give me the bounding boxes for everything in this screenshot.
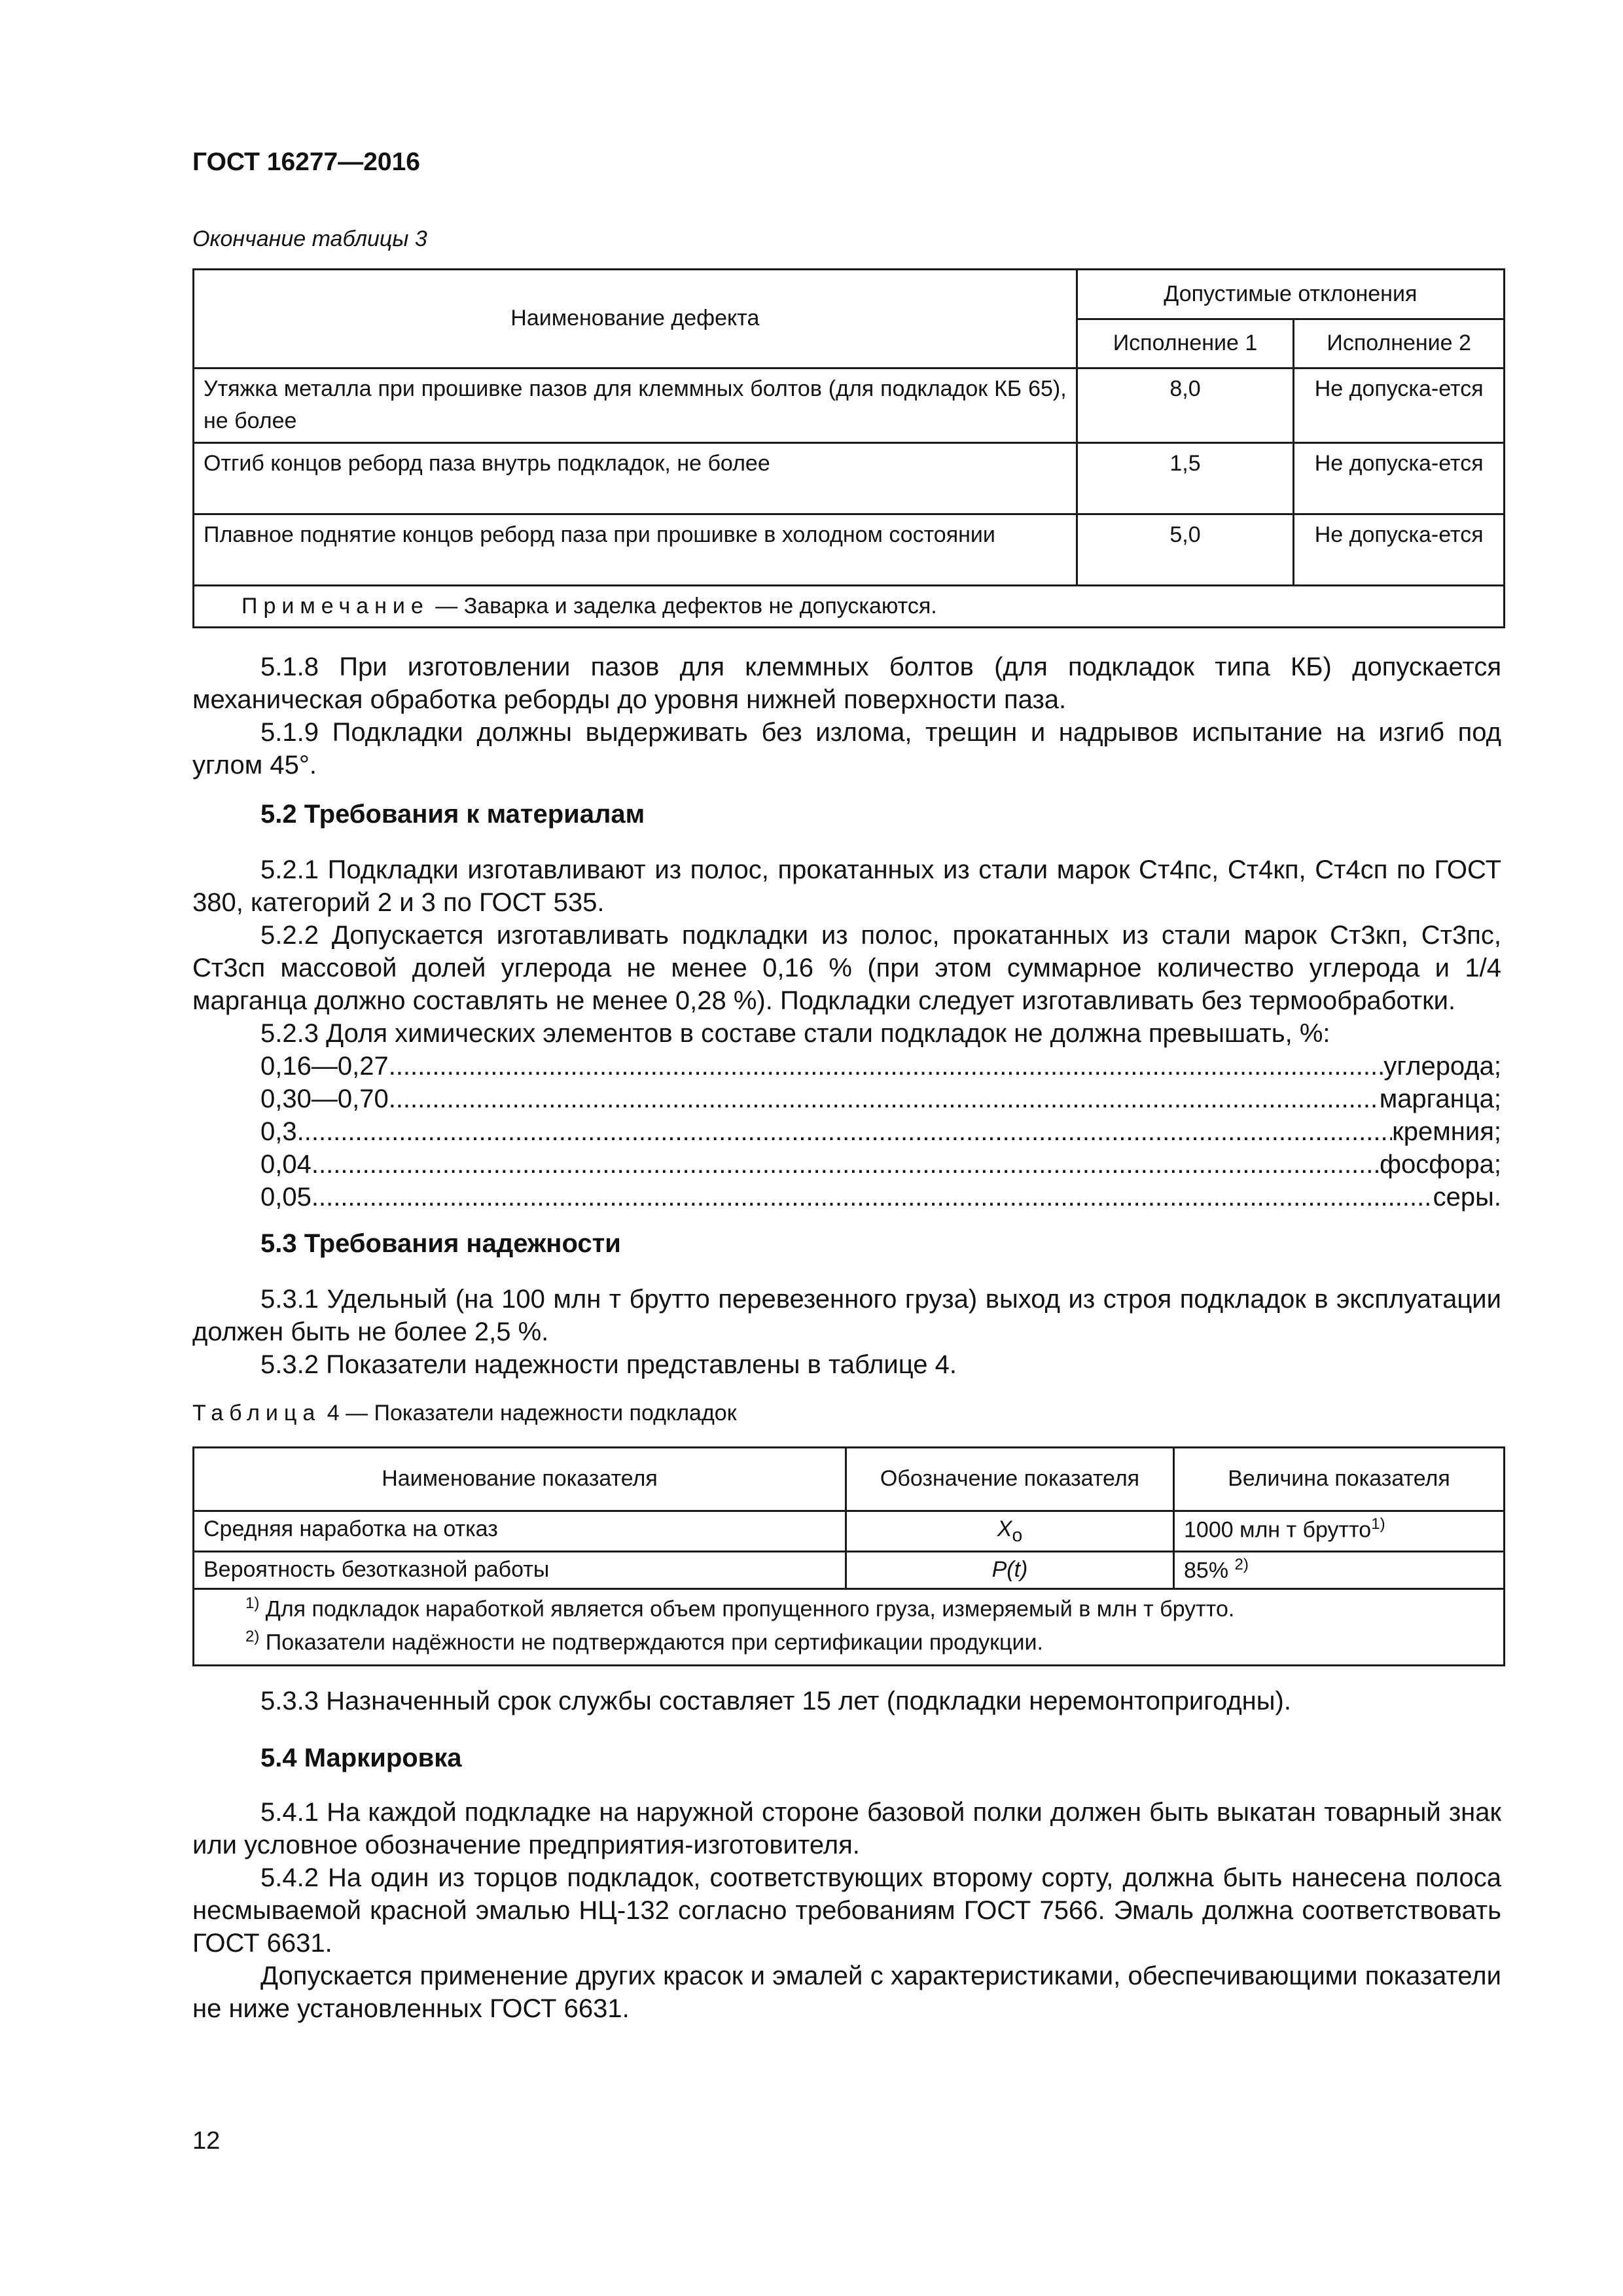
chem-row: 0,3 ..... кремния;	[260, 1115, 1501, 1148]
document-header: ГОСТ 16277—2016	[192, 148, 420, 176]
table-row	[194, 1511, 1505, 1552]
table4-cell-name: Вероятность безотказной работы	[194, 1551, 846, 1589]
table-row	[194, 442, 1505, 514]
paragraph-5-4-2: 5.4.2 На один из торцов подкладок, соответствующих второму сорту, должна быть нанесена полоса несмываемой красной эмалью НЦ-132 согласно требованиям ГОСТ 7566. Эмаль должна соответствовать ГОСТ 6631.	[192, 1863, 1501, 1958]
footnote-2: $^{2)}$ Показатели надёжности не подтверждаются при сертификации продукции.	[245, 1628, 1043, 1655]
table3-note	[194, 585, 1505, 627]
paragraph-permission: Допускается применение других красок и эмалей с характеристиками, обеспечивающими показатели не ниже установленных ГОСТ 6631.	[192, 1962, 1501, 2023]
paragraph-5-3-1: 5.3.1 Удельный (на 100 млн т брутто перевезенного груза) выход из строя подкладок в эксплуатации должен быть не более 2,5 %.	[192, 1285, 1501, 1346]
footnote-1: $^{1)}$ Для подкладок наработкой является объем пропущенного груза, измеряемый в млн т брутто.	[245, 1594, 1235, 1622]
page-number: 12	[192, 2127, 221, 2155]
table4-cell-symbol: $X_о$	[846, 1511, 1174, 1552]
table3-header-name: Наименование дефекта	[194, 270, 1077, 368]
table3-caption: Окончание таблицы 3	[192, 226, 427, 251]
paragraph-5-3-2: 5.3.2 Показатели надежности представлены в таблице 4.	[260, 1350, 957, 1379]
table4-header-value: Величина показателя	[1174, 1448, 1505, 1511]
chem-row: 0,05 ..... серы.	[260, 1181, 1501, 1213]
table3-header-v2: Исполнение 2	[1294, 319, 1505, 368]
table3-cell-v1: 5,0	[1077, 514, 1294, 585]
section-heading-5-2: 5.2 Требования к материалам	[260, 800, 645, 829]
table-3	[192, 268, 1505, 628]
table4-cell-name: Средняя наработка на отказ	[194, 1511, 846, 1552]
table4-footnotes	[194, 1589, 1505, 1665]
paragraph-5-1-8: 5.1.8 При изготовлении пазов для клеммных болтов (для подкладок типа КБ) допускается механическая обработка реборды до уровня нижней поверхности паза.	[192, 653, 1501, 714]
table4-cell-symbol: P(t)	[846, 1551, 1174, 1589]
note-label: Примечание	[241, 593, 429, 619]
paragraph-5-4-1: 5.4.1 На каждой подкладке на наружной стороне базовой полки должен быть выкатан товарный знак или условное обозначение предприятия-изготовителя.	[192, 1798, 1501, 1859]
paragraph-5-2-3: 5.2.3 Доля химических элементов в составе стали подкладок не должна превышать, %:	[260, 1019, 1330, 1048]
table3-header-v1: Исполнение 1	[1077, 319, 1294, 368]
table3-cell-name: Отгиб концов реборд паза внутрь подкладок, не более	[194, 442, 1077, 514]
paragraph-5-3-3: 5.3.3 Назначенный срок службы составляет 15 лет (подкладки неремонтопригодны).	[260, 1687, 1291, 1715]
table-4	[192, 1446, 1505, 1666]
table-row	[194, 514, 1505, 585]
table3-cell-name: Плавное поднятие концов реборд паза при прошивке в холодном состоянии	[194, 514, 1077, 585]
table4-cell-value: 1000 млн т брутто$^{1)}$	[1174, 1511, 1505, 1552]
table3-cell-v1: 8,0	[1077, 368, 1294, 443]
chem-row: 0,04 ..... фосфора;	[260, 1148, 1501, 1181]
chem-row: 0,30—0,70 ..... марганца;	[260, 1083, 1501, 1115]
table4-header-symbol: Обозначение показателя	[846, 1448, 1174, 1511]
table3-cell-v1: 1,5	[1077, 442, 1294, 514]
table3-header-group: Допустимые отклонения	[1077, 270, 1504, 319]
table3-cell-v2: Не допуска-ется	[1294, 514, 1505, 585]
table3-cell-v2: Не допуска-ется	[1294, 442, 1505, 514]
section-heading-5-3: 5.3 Требования надежности	[260, 1229, 621, 1258]
section-heading-5-4: 5.4 Маркировка	[260, 1744, 462, 1772]
table4-cell-value: 85% $^{2)}$	[1174, 1551, 1505, 1589]
paragraph-5-2-1: 5.2.1 Подкладки изготавливают из полос, прокатанных из стали марок Ст4пс, Ст4кп, Ст4сп по ГОСТ 380, категорий 2 и 3 по ГОСТ 535.	[192, 855, 1501, 917]
table3-cell-v2: Не допуска-ется	[1294, 368, 1505, 443]
paragraph-5-1-9: 5.1.9 Подкладки должны выдерживать без излома, трещин и надрывов испытание на изгиб под углом 45°.	[192, 718, 1501, 780]
paragraph-5-2-2: 5.2.2 Допускается изготавливать подкладки из полос, прокатанных из стали марок Ст3кп, Ст3пс, Ст3сп массовой долей углерода не менее 0,16 % (при этом суммарное количество углерода и 1/4 марганца должно составлять не менее 0,28 %). Подкладки следует изготавливать без термообработки.	[192, 921, 1501, 1015]
table3-cell-name: Утяжка металла при прошивке пазов для клеммных болтов (для подкладок КБ 65), не более	[194, 368, 1077, 443]
chem-row: 0,16—0,27 ..... углерода;	[260, 1050, 1501, 1083]
note-text: — Заварка и заделка дефектов не допускаются.	[429, 593, 937, 619]
table-row	[194, 368, 1505, 443]
table4-caption: Таблица 4 — Показатели надежности подкладок	[192, 1401, 737, 1426]
table4-header-name: Наименование показателя	[194, 1448, 846, 1511]
table-row	[194, 1551, 1505, 1589]
